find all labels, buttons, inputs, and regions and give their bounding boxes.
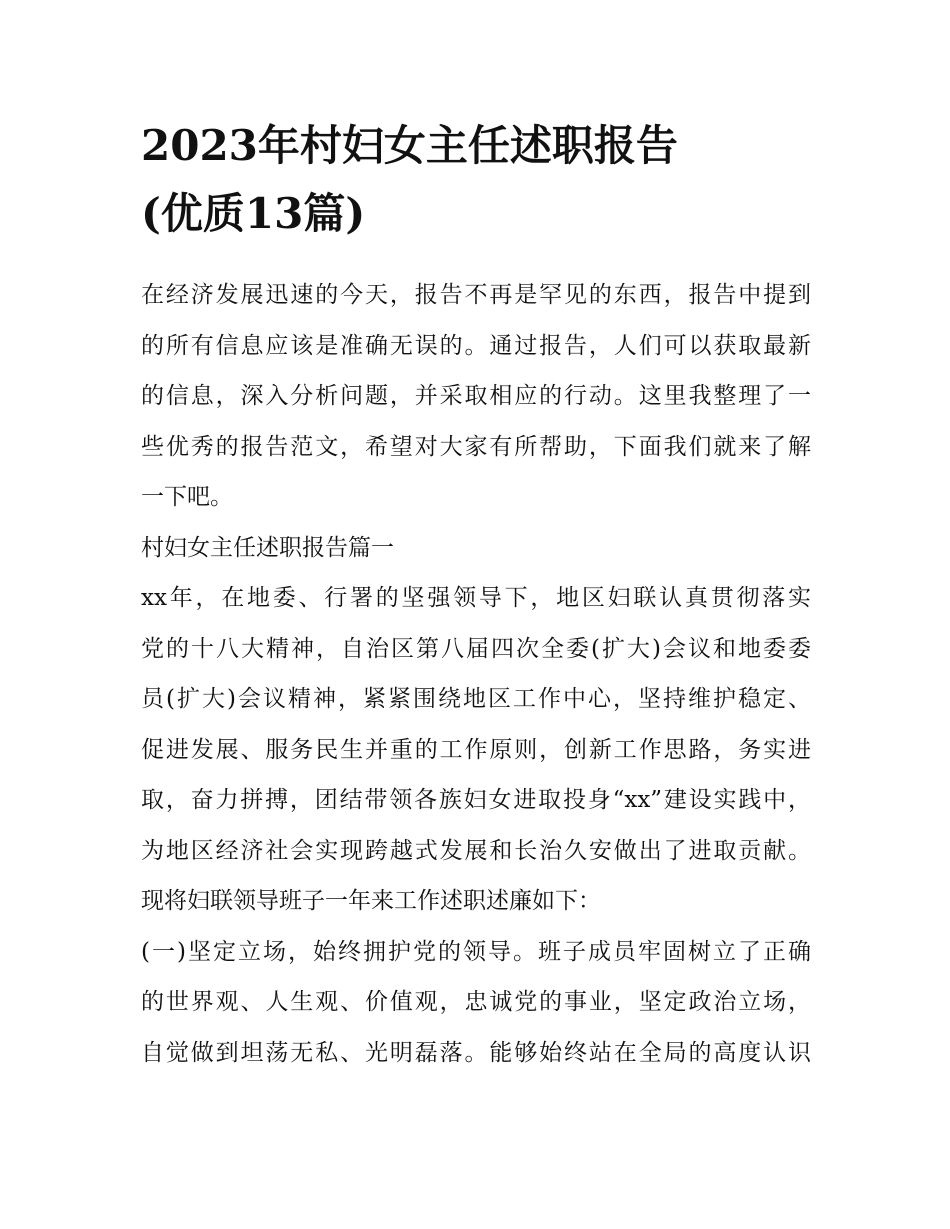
text-line: 的世界观、人生观、价值观，忠诚党的事业，坚定政治立场， — [141, 989, 811, 1015]
section-heading — [141, 523, 811, 574]
report-paragraph — [141, 573, 811, 927]
text-line: 员(扩大)会议精神，紧紧围绕地区工作中心，坚持维护稳定、 — [141, 686, 811, 712]
text-line: 促进发展、服务民生并重的工作原则，创新工作思路，务实进 — [141, 736, 811, 763]
text-line: 现将妇联领导班子一年来工作述职述廉如下： — [141, 888, 601, 914]
text-line: (一)坚定立场，始终拥护党的领导。班子成员牢固树立了正确 — [141, 938, 811, 965]
text-line: 的信息，深入分析问题，并采取相应的行动。这里我整理了一 — [141, 383, 811, 409]
text-line: 自觉做到坦荡无私、光明磊落。能够始终站在全局的高度认识 — [141, 1039, 811, 1066]
title-line-1: 2023年村妇女主任述职报告 — [141, 121, 678, 170]
text-line: 为地区经济社会实现跨越式发展和长治久安做出了进取贡献。 — [141, 837, 811, 864]
title-line-2: (优质13篇) — [141, 189, 366, 238]
text-line: 一下吧。 — [141, 484, 233, 510]
document-page — [141, 112, 811, 1078]
text-line: 党的十八大精神，自治区第八届四次全委(扩大)会议和地委委 — [141, 635, 811, 662]
document-title — [141, 112, 811, 248]
point-one-paragraph — [141, 927, 811, 1079]
text-line: 在经济发展迅速的今天，报告不再是罕见的东西，报告中提到 — [141, 282, 811, 308]
text-line: 些优秀的报告范文，希望对大家有所帮助，下面我们就来了解 — [141, 433, 811, 460]
text-line: 取，奋力拼搏，团结带领各族妇女进取投身“xx”建设实践中， — [141, 787, 811, 813]
document-body — [141, 270, 811, 1078]
text-line: xx年，在地委、行署的坚强领导下，地区妇联认真贯彻落实 — [141, 585, 811, 611]
text-line: 村妇女主任述职报告篇一 — [141, 534, 394, 561]
text-line: 的所有信息应该是准确无误的。通过报告，人们可以获取最新 — [141, 332, 811, 359]
intro-paragraph — [141, 270, 811, 523]
